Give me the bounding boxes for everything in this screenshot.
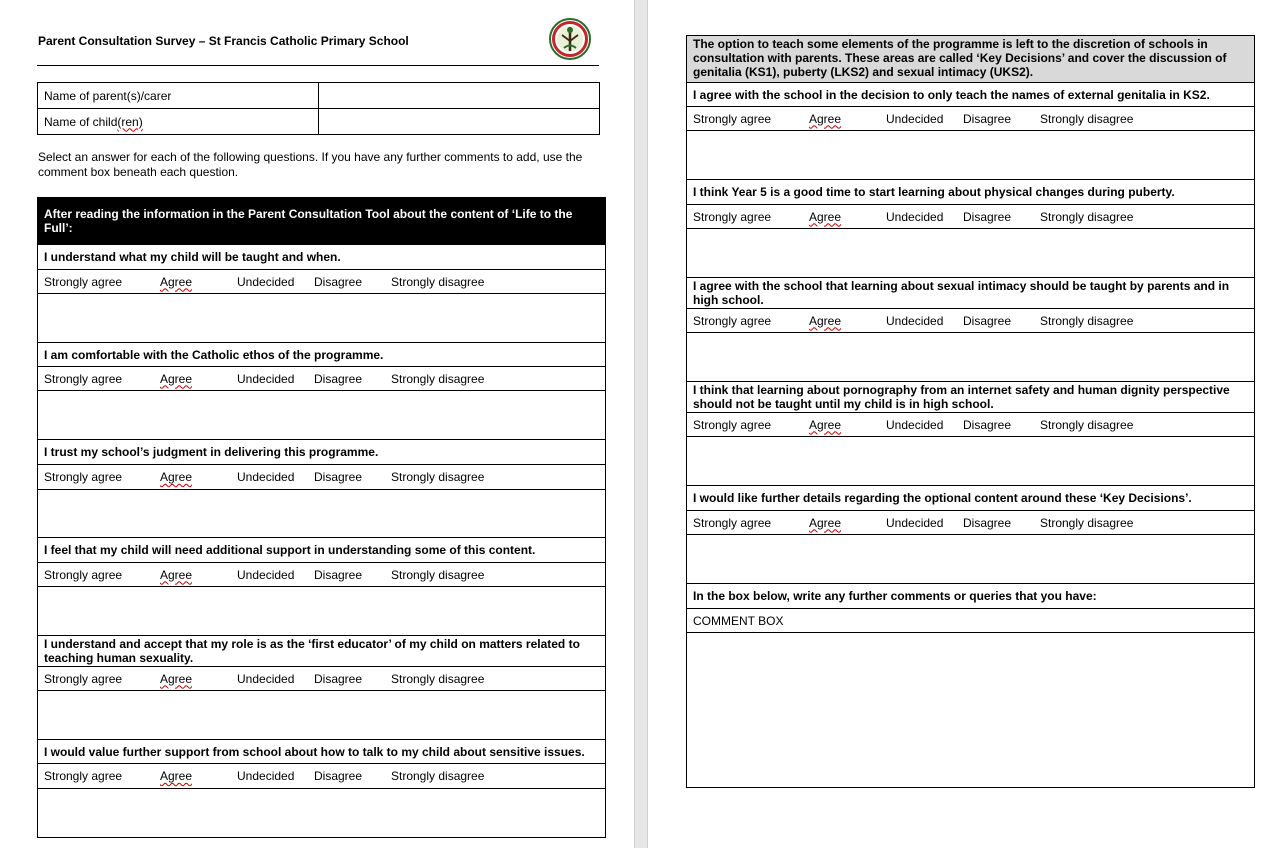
option-strongly-disagree[interactable]: Strongly disagree [391, 371, 485, 386]
option-undecided[interactable]: Undecided [237, 470, 295, 484]
option-disagree[interactable]: Disagree [963, 111, 1012, 126]
key-question-1: I agree with the school in the decision to only teach the names of external genitalia in KS2. [687, 83, 1255, 107]
title-divider [37, 65, 599, 66]
question-6: I would value further support from school about how to talk to my child about sensitive issues. [38, 740, 606, 764]
child-name-label-text: Name of child [44, 114, 118, 129]
answer-options-5 [38, 667, 606, 691]
final-comment-box[interactable] [687, 633, 1255, 788]
survey-table-right [686, 35, 1255, 788]
option-strongly-agree[interactable]: Strongly agree [693, 111, 772, 126]
option-agree[interactable]: Agree [809, 313, 842, 328]
option-disagree[interactable]: Disagree [314, 274, 363, 289]
option-undecided[interactable]: Undecided [886, 417, 944, 432]
key-comment-box-1[interactable] [687, 131, 1255, 180]
key-answer-options-3 [687, 309, 1255, 333]
option-undecided[interactable]: Undecided [886, 209, 944, 224]
option-strongly-disagree[interactable]: Strongly disagree [391, 671, 485, 686]
question-5: I understand and accept that my role is as the ‘first educator’ of my child on matters related to teaching human sexuality. [38, 636, 606, 667]
comment-box-4[interactable] [38, 587, 606, 636]
option-agree[interactable]: Agree [160, 671, 193, 686]
option-disagree[interactable]: Disagree [963, 313, 1012, 328]
question-4: I feel that my child will need additional support in understanding some of this content. [38, 538, 606, 563]
option-strongly-agree[interactable]: Strongly agree [44, 371, 123, 386]
comment-box-3[interactable] [38, 490, 606, 538]
child-name-label-suffix: (ren) [117, 114, 143, 129]
survey-header: After reading the information in the Parent Consultation Tool about the content of ‘Life to the Full’: [38, 198, 606, 245]
option-undecided[interactable]: Undecided [886, 313, 944, 328]
left-page [0, 0, 634, 848]
option-strongly-agree[interactable]: Strongly agree [693, 417, 772, 432]
option-agree[interactable]: Agree [809, 515, 842, 530]
option-agree[interactable]: Agree [160, 371, 193, 386]
comment-box-5[interactable] [38, 691, 606, 740]
option-strongly-agree[interactable]: Strongly agree [693, 515, 772, 530]
answer-options-4 [38, 563, 606, 587]
option-agree[interactable]: Agree [160, 567, 193, 582]
option-undecided[interactable]: Undecided [237, 567, 295, 582]
option-undecided[interactable]: Undecided [237, 671, 295, 686]
school-crest-logo [549, 18, 591, 60]
option-agree[interactable]: Agree [809, 111, 842, 126]
option-agree[interactable]: Agree [160, 470, 193, 484]
details-table [37, 82, 600, 135]
option-agree[interactable]: Agree [160, 274, 193, 289]
option-undecided[interactable]: Undecided [237, 769, 295, 783]
instructions-text: Select an answer for each of the following questions. If you have any further comments to add, use the comment box beneath each question. [38, 150, 583, 179]
option-undecided[interactable]: Undecided [237, 371, 295, 386]
answer-options-3 [38, 465, 606, 490]
option-strongly-agree[interactable]: Strongly agree [44, 671, 123, 686]
comment-box-6[interactable] [38, 789, 606, 838]
option-disagree[interactable]: Disagree [314, 769, 363, 783]
option-disagree[interactable]: Disagree [314, 470, 363, 484]
key-answer-options-2 [687, 205, 1255, 229]
question-1: I understand what my child will be taught and when. [38, 245, 606, 270]
comment-box-2[interactable] [38, 391, 606, 440]
option-agree[interactable]: Agree [160, 769, 193, 783]
option-strongly-disagree[interactable]: Strongly disagree [1040, 515, 1134, 530]
option-disagree[interactable]: Disagree [963, 417, 1012, 432]
option-disagree[interactable]: Disagree [314, 371, 363, 386]
answer-options-2 [38, 367, 606, 391]
right-page [648, 0, 1279, 848]
option-undecided[interactable]: Undecided [237, 274, 295, 289]
child-name-label [38, 109, 319, 135]
option-strongly-disagree[interactable]: Strongly disagree [1040, 111, 1134, 126]
option-strongly-disagree[interactable]: Strongly disagree [391, 274, 485, 289]
option-strongly-disagree[interactable]: Strongly disagree [1040, 313, 1134, 328]
key-question-2: I think Year 5 is a good time to start learning about physical changes during puberty. [687, 180, 1255, 205]
option-strongly-agree[interactable]: Strongly agree [44, 567, 123, 582]
answer-options-6 [38, 764, 606, 789]
question-2: I am comfortable with the Catholic ethos of the programme. [38, 343, 606, 367]
further-comments-prompt: In the box below, write any further comments or queries that you have: [687, 584, 1255, 609]
option-strongly-agree[interactable]: Strongly agree [44, 470, 123, 484]
option-disagree[interactable]: Disagree [314, 567, 363, 582]
question-3: I trust my school’s judgment in delivering this programme. [38, 440, 606, 465]
option-agree[interactable]: Agree [809, 417, 842, 432]
key-question-5: I would like further details regarding the optional content around these ‘Key Decisions’. [687, 486, 1255, 511]
parent-name-label: Name of parent(s)/carer [38, 83, 319, 109]
option-agree[interactable]: Agree [809, 209, 842, 224]
key-question-3: I agree with the school that learning about sexual intimacy should be taught by parents and in high school. [687, 278, 1255, 309]
key-answer-options-1 [687, 107, 1255, 131]
option-disagree[interactable]: Disagree [963, 209, 1012, 224]
page-gutter [634, 0, 648, 848]
key-decisions-header: The option to teach some elements of the programme is left to the discretion of schools in consultation with parents. These areas are called ‘Key Decisions’ and cover the discussion of genitalia (KS1), puberty (LKS2) and sexual intimacy (UKS2). [687, 36, 1255, 83]
option-strongly-disagree[interactable]: Strongly disagree [1040, 209, 1134, 224]
option-strongly-disagree[interactable]: Strongly disagree [391, 470, 485, 484]
option-strongly-agree[interactable]: Strongly agree [44, 769, 123, 783]
answer-options-1 [38, 270, 606, 294]
document-title: Parent Consultation Survey – St Francis Catholic Primary School [38, 34, 409, 48]
parent-name-field[interactable] [319, 83, 600, 109]
key-comment-box-4[interactable] [687, 437, 1255, 486]
option-strongly-agree[interactable]: Strongly agree [693, 313, 772, 328]
key-comment-box-3[interactable] [687, 333, 1255, 382]
option-strongly-disagree[interactable]: Strongly disagree [1040, 417, 1134, 432]
comment-box-1[interactable] [38, 294, 606, 343]
option-disagree[interactable]: Disagree [314, 671, 363, 686]
comment-box-label: COMMENT BOX [687, 609, 1255, 633]
child-name-field[interactable] [319, 109, 600, 135]
option-strongly-disagree[interactable]: Strongly disagree [391, 769, 485, 783]
key-answer-options-4 [687, 413, 1255, 437]
key-answer-options-5 [687, 511, 1255, 535]
key-comment-box-5[interactable] [687, 535, 1255, 584]
option-undecided[interactable]: Undecided [886, 111, 944, 126]
option-strongly-agree[interactable]: Strongly agree [693, 209, 772, 224]
survey-table-left [37, 197, 606, 838]
option-undecided[interactable]: Undecided [886, 515, 944, 530]
key-question-4: I think that learning about pornography from an internet safety and human dignity perspective should not be taught until my child is in high school. [687, 382, 1255, 413]
option-strongly-agree[interactable]: Strongly agree [44, 274, 123, 289]
option-strongly-disagree[interactable]: Strongly disagree [391, 567, 485, 582]
key-comment-box-2[interactable] [687, 229, 1255, 278]
option-disagree[interactable]: Disagree [963, 515, 1012, 530]
